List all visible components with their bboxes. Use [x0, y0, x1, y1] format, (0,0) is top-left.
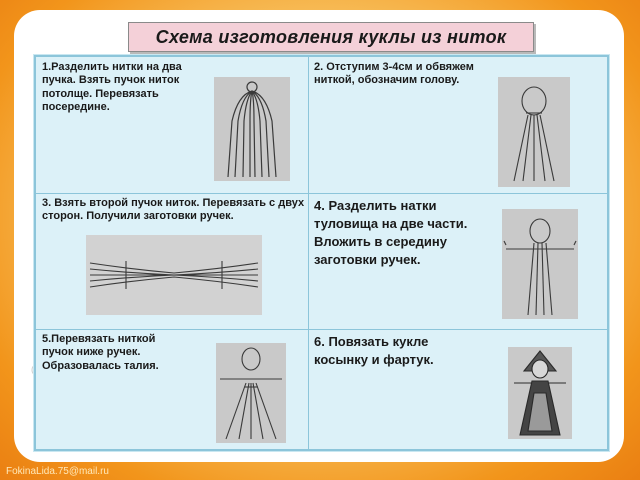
- column-divider: [308, 57, 309, 449]
- step-3-image: [86, 235, 262, 315]
- step-2-image: [498, 77, 570, 187]
- step-5-text: 5.Перевязать ниткой пучок ниже ручек. Образовалась талия.: [42, 333, 159, 372]
- author-email: FokinaLida.75@mail.ru: [6, 466, 109, 477]
- step-4-image: [502, 209, 578, 319]
- title-banner: [128, 22, 534, 52]
- step-4-text: 4. Разделить натки туловища на две части. Вложить в середину заготовки ручек.: [314, 198, 468, 267]
- step-5-image: [216, 343, 286, 443]
- page-title: Схема изготовления куклы из ниток: [155, 26, 507, 47]
- row-divider: [36, 329, 607, 330]
- step-1-image: [214, 77, 290, 181]
- row-divider: [36, 193, 607, 194]
- steps-table: [34, 55, 609, 451]
- step-3-text: 3. Взять второй пучок ниток. Перевязать с двух сторон. Получили заготовки ручек.: [42, 197, 305, 223]
- step-2-text: 2. Отступим 3-4см и обвяжем ниткой, обозначим голову.: [314, 61, 474, 87]
- step-6-text: 6. Повязать кукле косынку и фартук.: [314, 334, 434, 367]
- step-1-text: 1.Разделить нитки на два пучка. Взять пучок ниток потолще. Перевязать посередине.: [42, 61, 182, 114]
- step-6-image: [508, 347, 572, 439]
